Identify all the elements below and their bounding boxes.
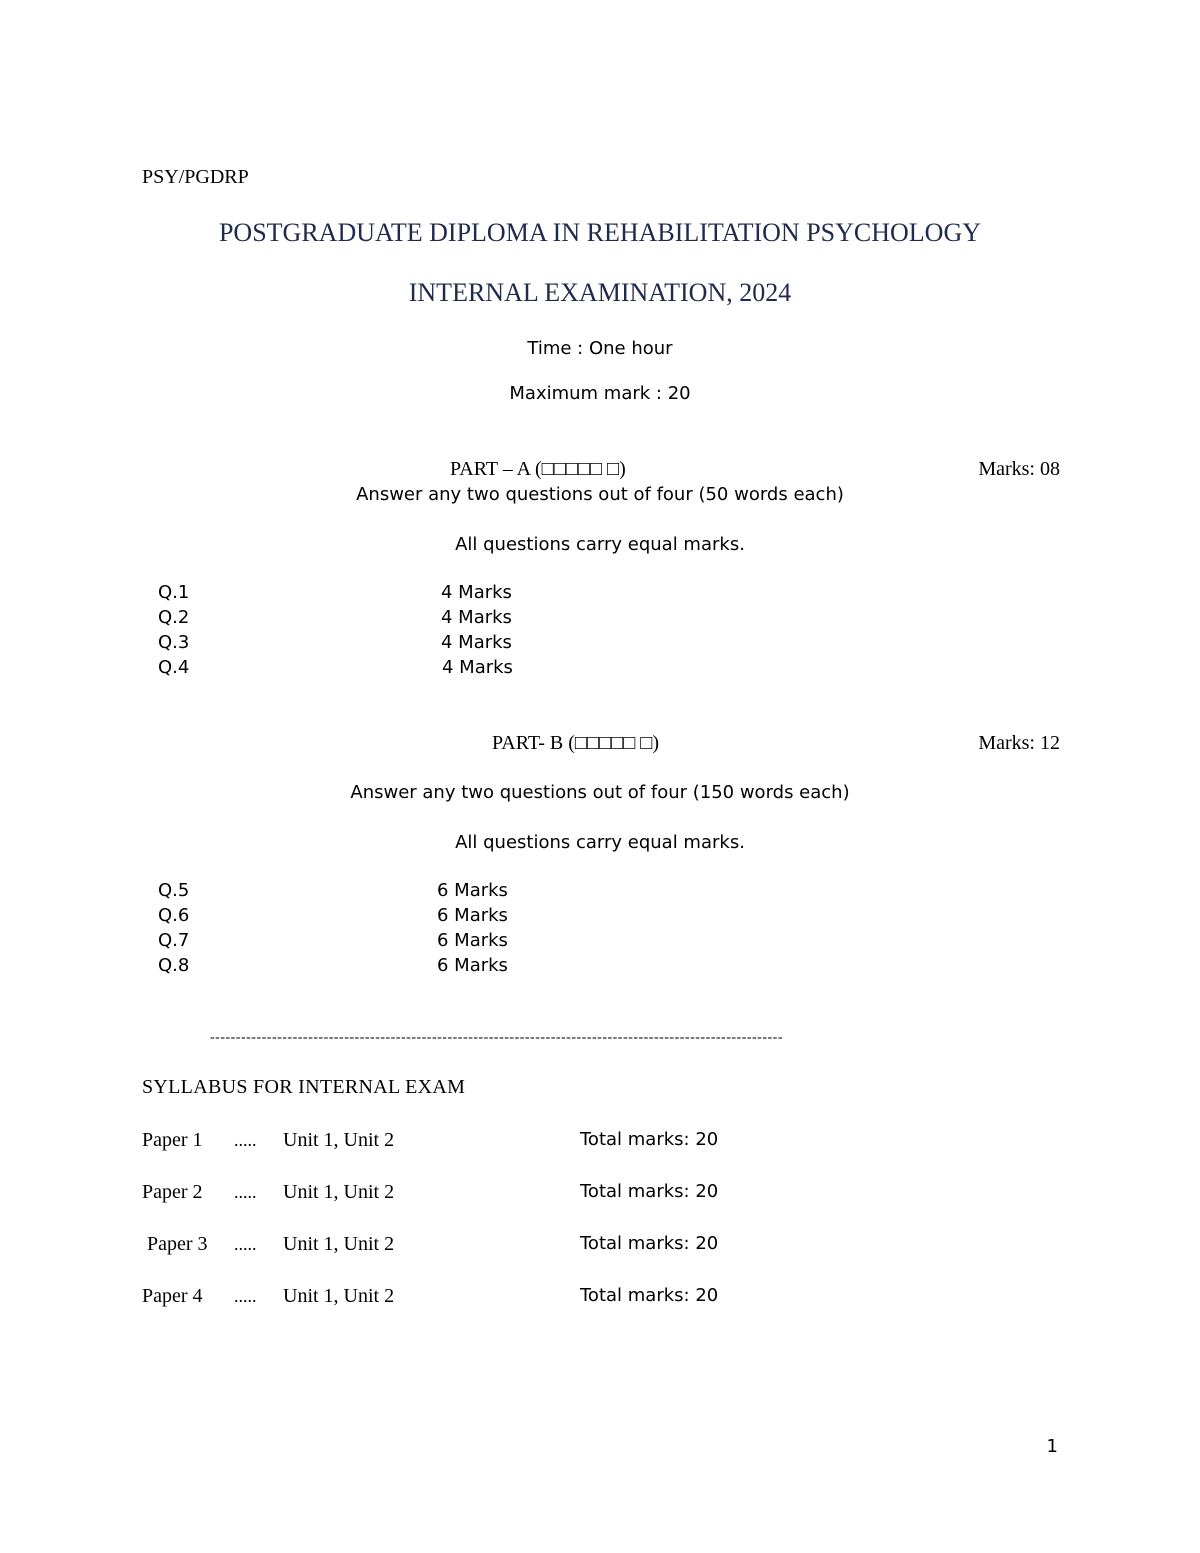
programme-title: POSTGRADUATE DIPLOMA IN REHABILITATION PSYCHOLOGY xyxy=(218,218,982,247)
question-marks: 4 Marks xyxy=(441,607,512,628)
maximum-mark: Maximum mark : 20 xyxy=(509,383,691,404)
question-marks: 4 Marks xyxy=(442,657,513,678)
question-marks: 6 Marks xyxy=(437,880,508,901)
question-marks: 6 Marks xyxy=(437,930,508,951)
exam-code: PSY/PGDRP xyxy=(142,166,249,188)
part-a-note: All questions carry equal marks. xyxy=(455,534,745,555)
question-label: Q.5 xyxy=(158,880,190,901)
syllabus-dots: ..... xyxy=(234,1234,257,1254)
part-a-heading: PART – A (□□□□□ □) xyxy=(450,458,626,480)
part-b-note: All questions carry equal marks. xyxy=(455,832,745,853)
question-marks: 6 Marks xyxy=(437,905,508,926)
question-label: Q.7 xyxy=(158,930,190,951)
part-a-instruction: Answer any two questions out of four (50 words each) xyxy=(356,484,844,505)
syllabus-dots: ..... xyxy=(234,1130,257,1150)
question-label: Q.1 xyxy=(158,582,190,603)
question-marks: 4 Marks xyxy=(441,632,512,653)
exam-time: Time : One hour xyxy=(527,338,673,359)
syllabus-total: Total marks: 20 xyxy=(580,1181,719,1202)
syllabus-paper: Paper 4 xyxy=(142,1285,203,1307)
question-label: Q.3 xyxy=(158,632,190,653)
syllabus-dots: ..... xyxy=(234,1286,257,1306)
syllabus-total: Total marks: 20 xyxy=(580,1129,719,1150)
part-b-heading: PART- B (□□□□□ □) xyxy=(492,732,660,754)
question-marks: 4 Marks xyxy=(441,582,512,603)
part-b-instruction: Answer any two questions out of four (150 words each) xyxy=(350,782,850,803)
question-label: Q.6 xyxy=(158,905,190,926)
page-number: 1 xyxy=(1046,1436,1058,1457)
syllabus-total: Total marks: 20 xyxy=(580,1285,719,1306)
syllabus-paper: Paper 3 xyxy=(142,1233,208,1255)
question-label: Q.4 xyxy=(158,657,190,678)
syllabus-paper: Paper 2 xyxy=(142,1181,203,1203)
part-b-marks: Marks: 12 xyxy=(978,732,1060,754)
exam-title: INTERNAL EXAMINATION, 2024 xyxy=(408,278,792,307)
question-label: Q.8 xyxy=(158,955,190,976)
syllabus-units: Unit 1, Unit 2 xyxy=(283,1181,395,1203)
syllabus-units: Unit 1, Unit 2 xyxy=(283,1233,395,1255)
part-a-marks: Marks: 08 xyxy=(978,458,1060,480)
question-marks: 6 Marks xyxy=(437,955,508,976)
syllabus-units: Unit 1, Unit 2 xyxy=(283,1129,395,1151)
syllabus-total: Total marks: 20 xyxy=(580,1233,719,1254)
syllabus-units: Unit 1, Unit 2 xyxy=(283,1285,395,1307)
section-divider: --------------------------------------------------------------------------------------------------------------- xyxy=(210,1030,783,1045)
syllabus-paper: Paper 1 xyxy=(142,1129,203,1151)
syllabus-dots: ..... xyxy=(234,1182,257,1202)
syllabus-title: SYLLABUS FOR INTERNAL EXAM xyxy=(142,1076,466,1098)
question-label: Q.2 xyxy=(158,607,190,628)
